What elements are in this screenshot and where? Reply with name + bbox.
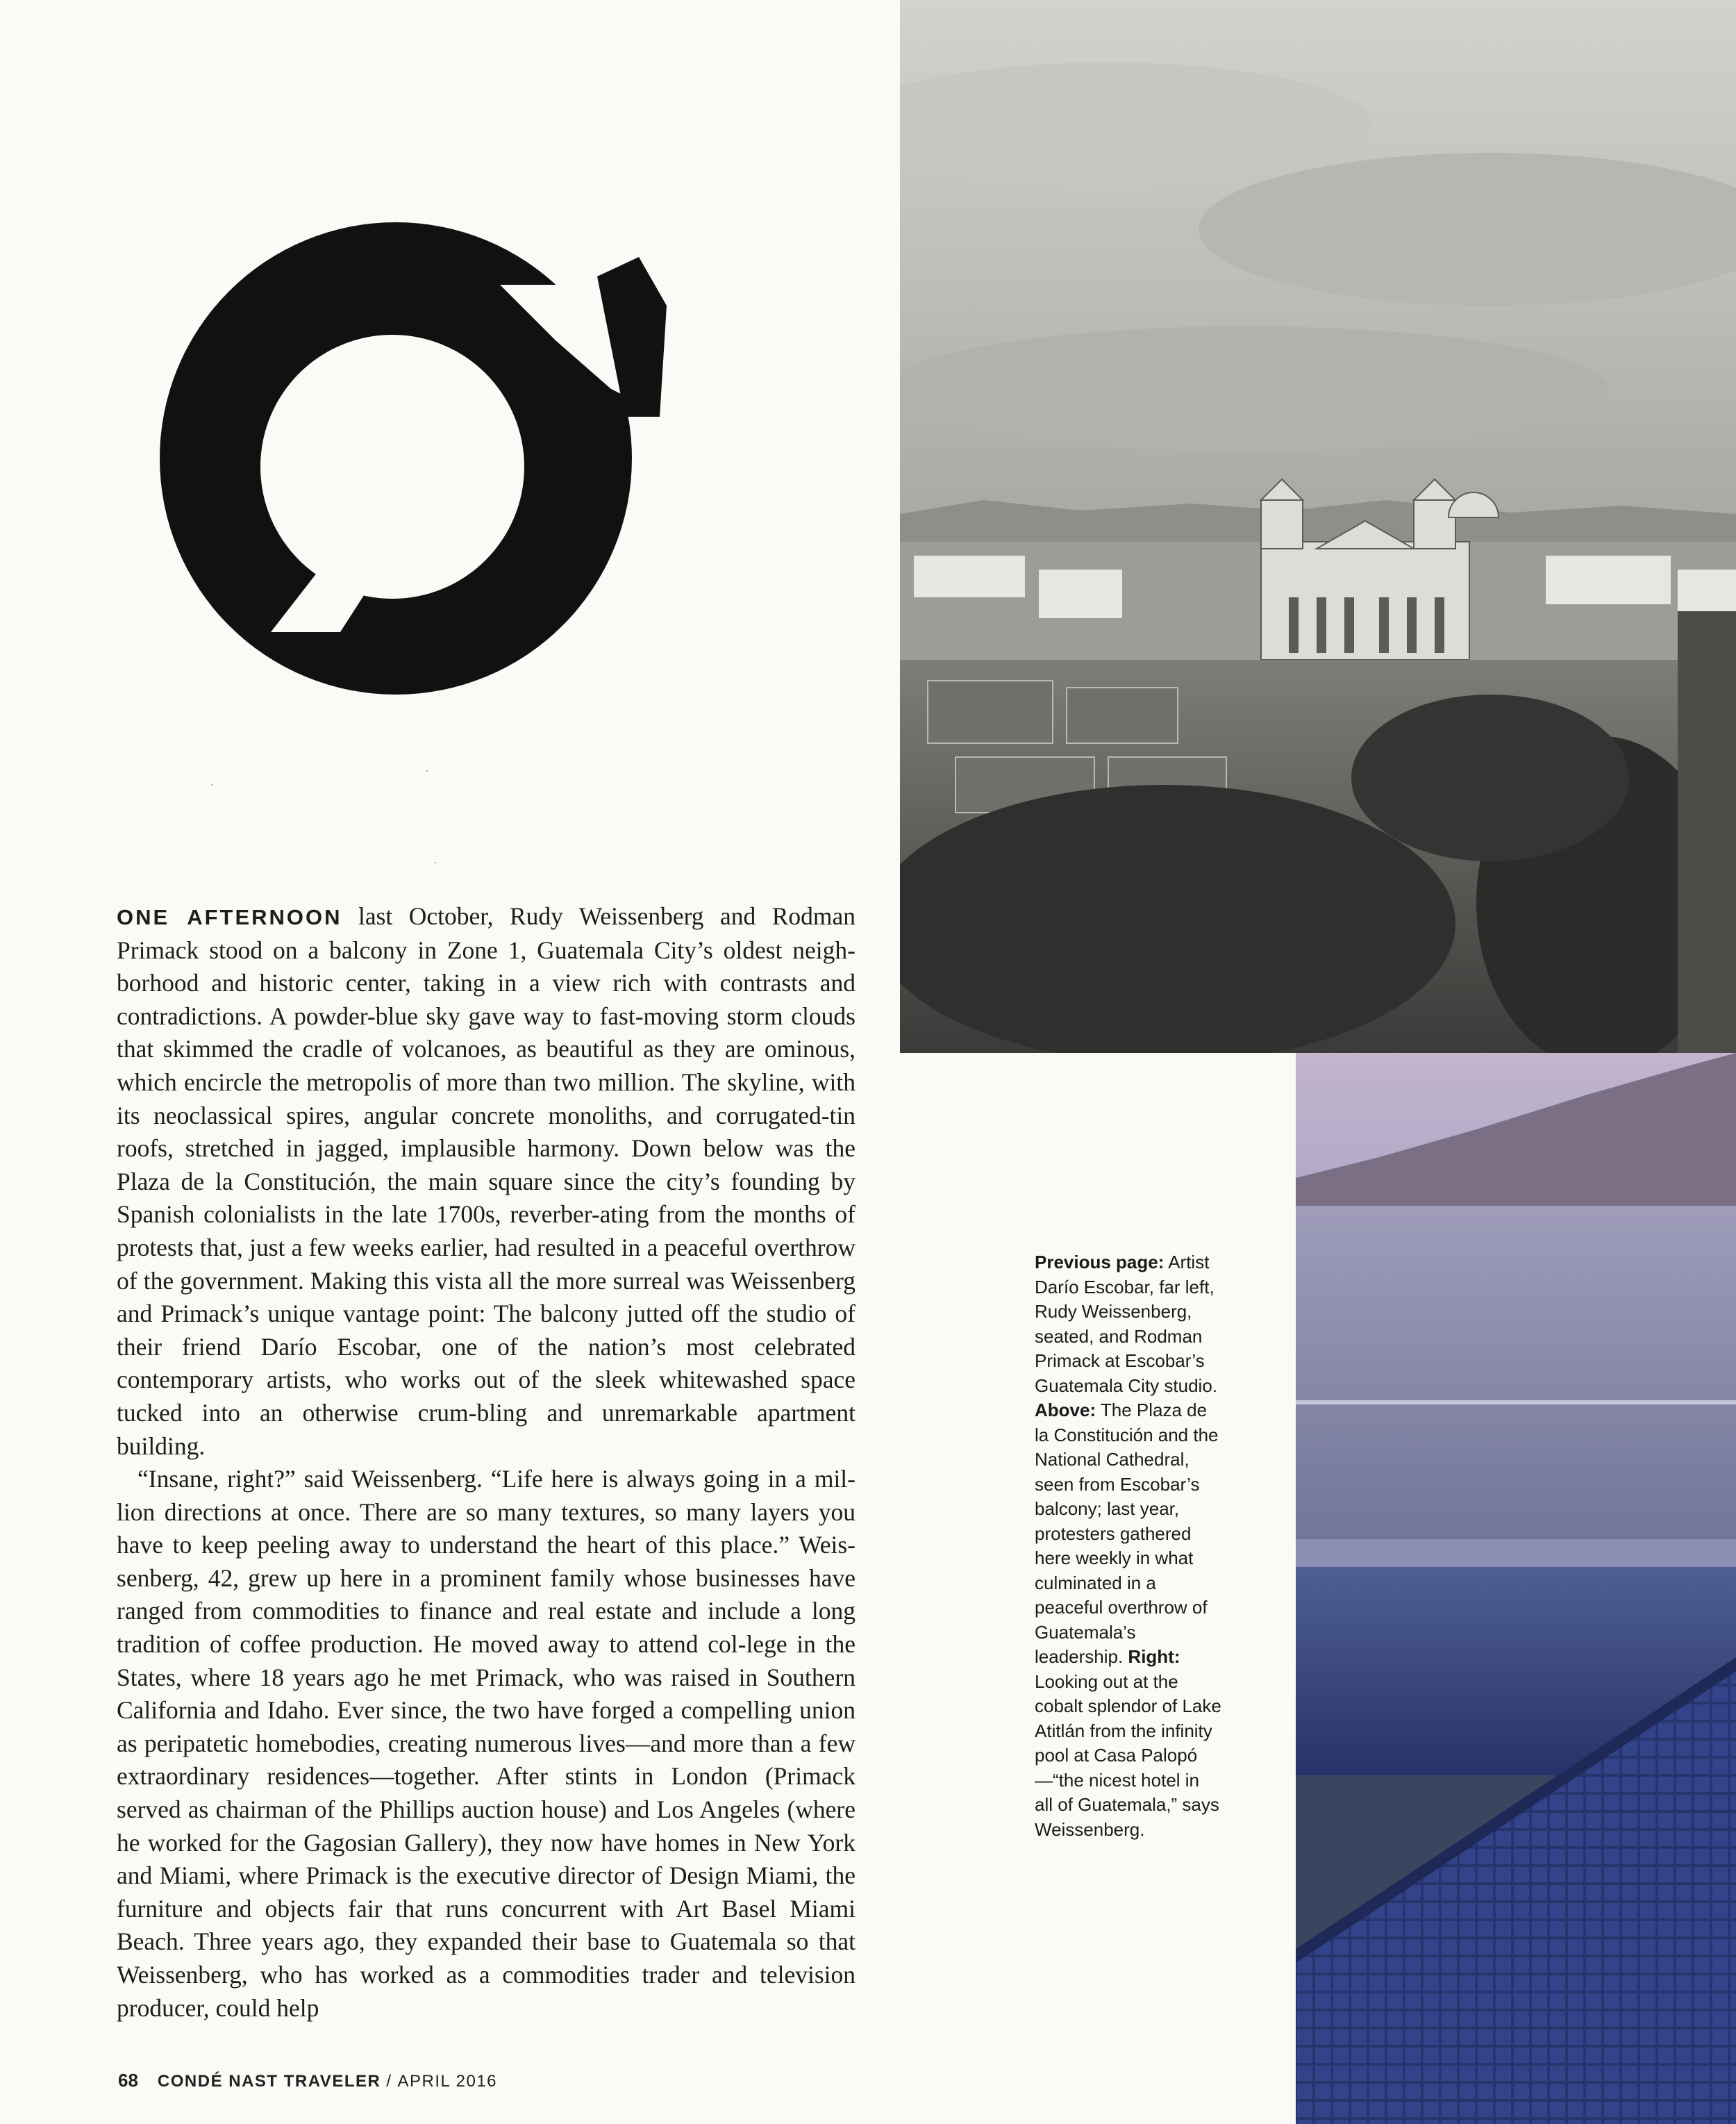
magazine-name: CONDÉ NAST TRAVELER <box>157 2072 381 2091</box>
caption-label-above: Above: <box>1035 1400 1096 1420</box>
paragraph-2: “Insane, right?” said Weissenberg. “Life here is always going in a mil-lion directions at once. There are so many textures, so many layers you have to keep peeling away to understand the heart of this place.” Weis-senberg, 42, grew up here in a prominent family whose businesses have ranged from commodities to finance and real estate and include a long tradition of coffee production. He moved away to attend col-lege in the States, where 18 years ago he met Primack, who was raised in Southern California and Idaho. Ever since, the two have forged a compelling union as peripatetic homebodies, creating numerous lives—and more than a few extraordinary residences—together. After stints in London (Primack served as chairman of the Phillips auction house) and Los Angeles (where he worked for the Gagosian Gallery), they now have homes in New York and Miami, where Primack is the executive director of Design Miami, the furniture and objects fair that runs concurrent with Art Basel Miami Beach. Three years ago, they expanded their base to Guatemala so that Weissenberg, who has worked as a commodities trader and television producer, could help <box>117 1465 856 2022</box>
scan-speck: · <box>425 764 429 778</box>
scan-speck: · <box>433 856 437 870</box>
paragraph-1 <box>117 900 856 1463</box>
page-number: 68 <box>118 2070 138 2091</box>
caption-text-above: The Plaza de la Constitución and the National Cathedral, seen from Escobar’s balcony; last year, protesters gathered here weekly in what culminated in a peaceful overthrow of Guatemala’s leadership. <box>1035 1400 1219 1667</box>
caption-text-right: Looking out at the cobalt splendor of Lake Atitlán from the infinity pool at Casa Palopó—“the nicest hotel in all of Guatemala,” says Weissenberg. <box>1035 1670 1221 1840</box>
footer-separator: / <box>386 2072 392 2091</box>
paragraph-1-text: last October, Rudy Weissenberg and Rodman Primack stood on a balcony in Zone 1, Guatemala City’s oldest neigh-borhood and historic center, taking in a view rich with contrasts and contradictions. A powder-blue sky gave way to fast-moving storm clouds that skimmed the cradle of volcanoes, as beautiful as they are ominous, which encircle the metropolis of more than two million. The skyline, with its neoclassical spires, angular concrete monoliths, and corrugated-tin roofs, stretched in jagged, implausible harmony. Down below was the Plaza de la Constitución, the main square since the city’s founding by Spanish colonialists in the late 1700s, reverber-ating from the months of protests that, just a few weeks earlier, had resulted in a peaceful overthrow of the government. Making this vista all the more surreal was Weissenberg and Primack’s unique vantage point: The balcony jutted off the studio of their friend Darío Escobar, one of the nation’s most celebrated contemporary artists, who works out of the sleek whitewashed space tucked into an otherwise crum-bling and unremarkable apartment building. <box>117 902 856 1460</box>
page-footer <box>118 2070 497 2091</box>
lead-in: ONE AFTERNOON <box>117 905 342 929</box>
scan-speck: · <box>210 778 214 792</box>
drop-cap-o <box>111 208 681 695</box>
caption-text-previous: Artist Darío Escobar, far left, Rudy Weissenberg, seated, and Rodman Primack at Escobar’s Guatemala City studio. <box>1035 1252 1218 1396</box>
article-body <box>117 900 856 2025</box>
caption-label-right: Right: <box>1128 1646 1180 1667</box>
caption-label-previous: Previous page: <box>1035 1252 1165 1272</box>
issue-date: APRIL 2016 <box>397 2072 498 2091</box>
photo-caption <box>1035 1250 1222 1842</box>
lake-pool-photo <box>1296 1053 1736 2124</box>
plaza-photo <box>900 0 1736 1053</box>
